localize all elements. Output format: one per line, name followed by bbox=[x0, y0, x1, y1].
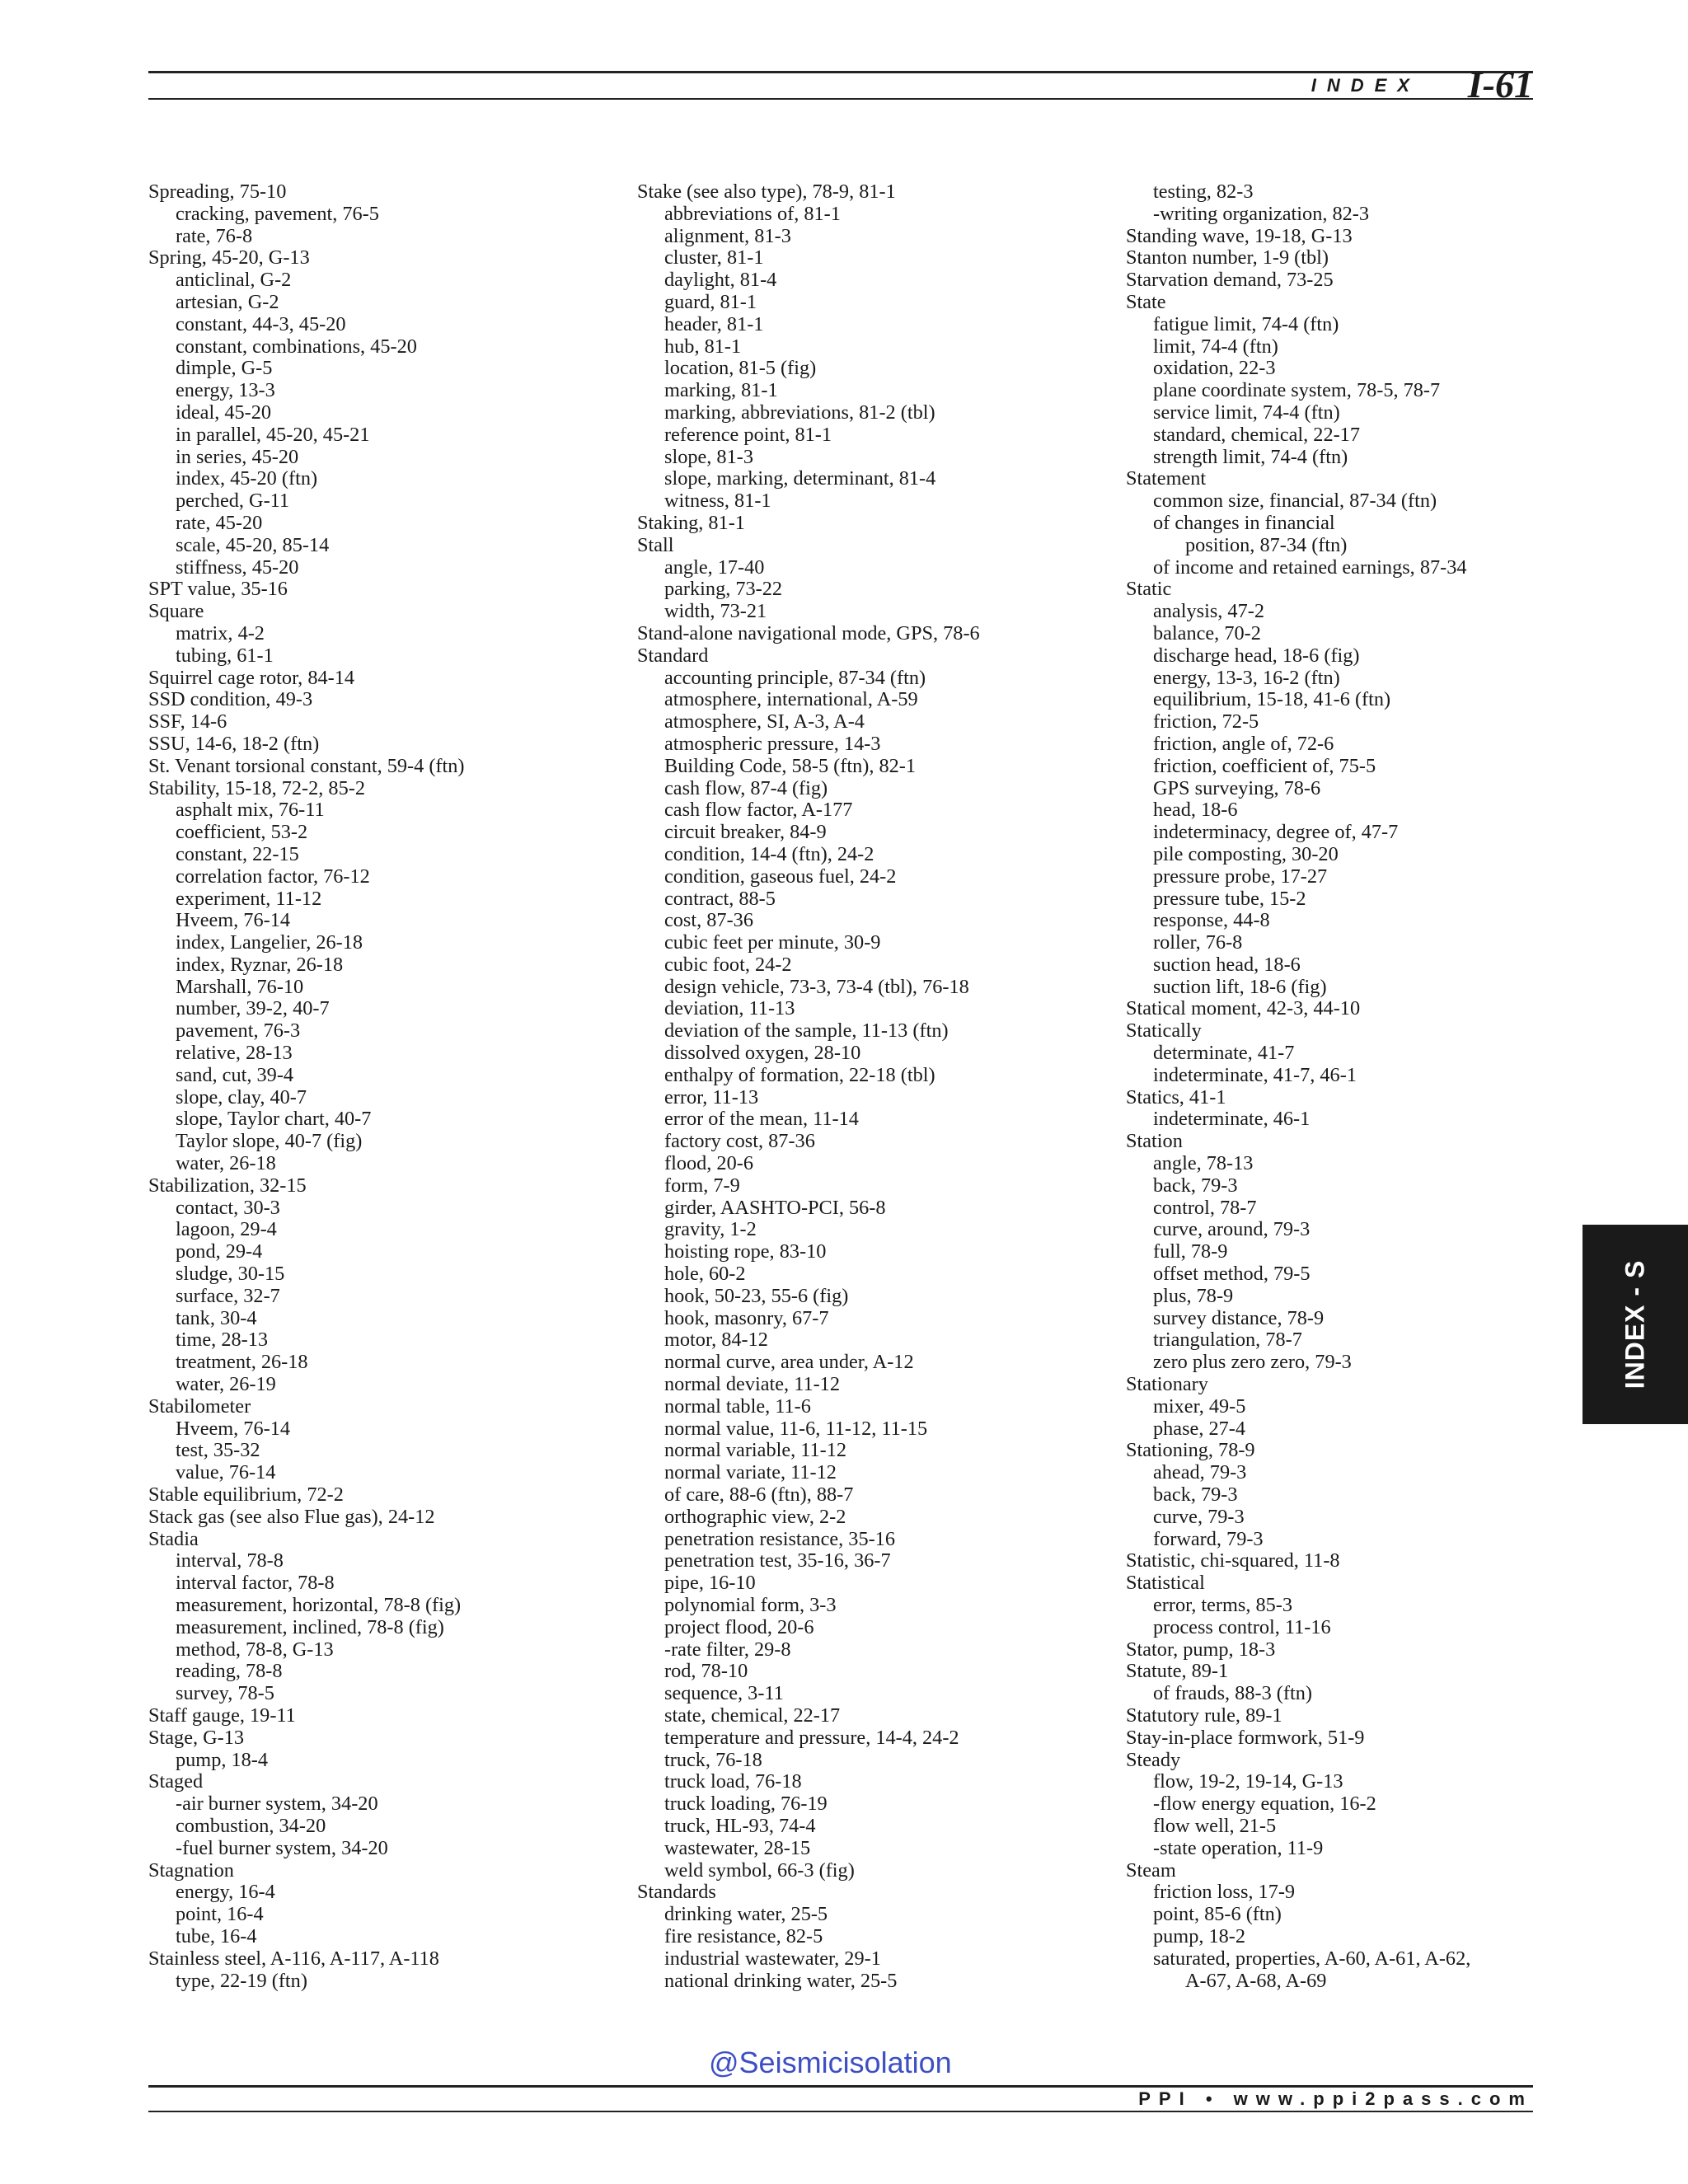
index-subentry: slope, Taylor chart, 40-7 bbox=[176, 1108, 372, 1131]
index-subentry: Building Code, 58-5 (ftn), 82-1 bbox=[664, 754, 917, 777]
index-subentry: anticlinal, G-2 bbox=[176, 269, 292, 292]
index-subentry: marking, 81-1 bbox=[664, 379, 778, 402]
index-subentry: Taylor slope, 40-7 (fig) bbox=[176, 1130, 363, 1153]
index-subentry: rate, 45-20 bbox=[176, 511, 263, 534]
index-subentry: pressure tube, 15-2 bbox=[1153, 887, 1306, 910]
index-subentry: normal variate, 11-12 bbox=[664, 1461, 837, 1484]
index-subentry: analysis, 47-2 bbox=[1153, 600, 1264, 623]
index-subentry: orthographic view, 2-2 bbox=[664, 1505, 846, 1528]
index-subentry: contact, 30-3 bbox=[176, 1196, 280, 1219]
index-subentry: rate, 76-8 bbox=[176, 224, 253, 247]
index-subentry: -flow energy equation, 16-2 bbox=[1153, 1793, 1376, 1816]
index-subentry: cracking, pavement, 76-5 bbox=[176, 202, 379, 225]
index-subentry: experiment, 11-12 bbox=[176, 887, 322, 910]
index-column-2 bbox=[637, 181, 980, 1992]
index-subentry: common size, financial, 87-34 (ftn) bbox=[1153, 490, 1437, 513]
index-subentry: deviation of the sample, 11-13 (ftn) bbox=[664, 1019, 949, 1043]
index-subentry: relative, 28-13 bbox=[176, 1042, 293, 1065]
index-entry: Statical moment, 42-3, 44-10 bbox=[1126, 997, 1361, 1020]
index-subentry: deviation, 11-13 bbox=[664, 997, 795, 1020]
index-subentry: testing, 82-3 bbox=[1153, 180, 1254, 203]
index-subentry: forward, 79-3 bbox=[1153, 1527, 1264, 1550]
index-subentry: value, 76-14 bbox=[176, 1461, 276, 1484]
index-subentry: coefficient, 53-2 bbox=[176, 821, 308, 844]
index-entry: Stack gas (see also Flue gas), 24-12 bbox=[148, 1505, 435, 1528]
index-entry: Statistic, chi-squared, 11-8 bbox=[1126, 1549, 1340, 1572]
index-subentry: sludge, 30-15 bbox=[176, 1263, 285, 1286]
index-subentry: normal curve, area under, A-12 bbox=[664, 1351, 914, 1374]
index-subentry: GPS surveying, 78-6 bbox=[1153, 776, 1321, 799]
index-subentry: perched, G-11 bbox=[176, 490, 290, 513]
index-subentry: -air burner system, 34-20 bbox=[176, 1793, 378, 1816]
index-subentry: truck load, 76-18 bbox=[664, 1770, 802, 1793]
index-subentry: error, terms, 85-3 bbox=[1153, 1594, 1293, 1616]
index-entry: State bbox=[1126, 290, 1166, 313]
index-column-1 bbox=[148, 181, 465, 1992]
index-entry: Staff gauge, 19-11 bbox=[148, 1704, 296, 1727]
index-subentry: friction, coefficient of, 75-5 bbox=[1153, 754, 1376, 777]
index-subentry: constant, 44-3, 45-20 bbox=[176, 312, 346, 335]
index-subentry: back, 79-3 bbox=[1153, 1483, 1238, 1507]
index-subentry: treatment, 26-18 bbox=[176, 1351, 308, 1374]
index-subentry: water, 26-19 bbox=[176, 1373, 276, 1396]
index-subentry: index, Langelier, 26-18 bbox=[176, 931, 363, 954]
index-subentry: measurement, inclined, 78-8 (fig) bbox=[176, 1615, 444, 1638]
index-subentry: back, 79-3 bbox=[1153, 1174, 1238, 1197]
index-subentry: method, 78-8, G-13 bbox=[176, 1638, 334, 1661]
index-entry: SPT value, 35-16 bbox=[148, 578, 288, 601]
index-subentry: limit, 74-4 (ftn) bbox=[1153, 335, 1278, 358]
index-subentry: type, 22-19 (ftn) bbox=[176, 1969, 307, 1992]
index-subentry: number, 39-2, 40-7 bbox=[176, 997, 330, 1020]
page-number: I-61 bbox=[1467, 63, 1533, 105]
index-subentry: factory cost, 87-36 bbox=[664, 1130, 815, 1153]
index-entry: Stainless steel, A-116, A-117, A-118 bbox=[148, 1947, 439, 1970]
index-subentry: pump, 18-2 bbox=[1153, 1924, 1246, 1947]
index-subentry: friction loss, 17-9 bbox=[1153, 1881, 1296, 1904]
index-subentry: balance, 70-2 bbox=[1153, 621, 1261, 644]
publisher-footer: PPI • www.ppi2pass.com bbox=[1138, 2088, 1533, 2109]
index-subentry: tank, 30-4 bbox=[176, 1306, 257, 1329]
index-subentry: interval, 78-8 bbox=[176, 1549, 284, 1572]
index-entry: Standards bbox=[637, 1881, 716, 1904]
index-subentry: angle, 17-40 bbox=[664, 555, 765, 579]
index-subentry: hook, 50-23, 55-6 (fig) bbox=[664, 1284, 849, 1307]
index-subentry: of changes in financial bbox=[1153, 511, 1335, 534]
index-subentry: weld symbol, 66-3 (fig) bbox=[664, 1858, 855, 1882]
index-subentry: header, 81-1 bbox=[664, 312, 764, 335]
index-subentry: index, Ryznar, 26-18 bbox=[176, 953, 344, 976]
index-subentry: surface, 32-7 bbox=[176, 1284, 280, 1307]
index-subentry: oxidation, 22-3 bbox=[1153, 357, 1276, 380]
index-subentry: ideal, 45-20 bbox=[176, 401, 272, 424]
index-subentry: in parallel, 45-20, 45-21 bbox=[176, 423, 370, 446]
index-subentry: of frauds, 88-3 (ftn) bbox=[1153, 1682, 1312, 1705]
index-subentry: penetration test, 35-16, 36-7 bbox=[664, 1549, 891, 1572]
index-subentry: combustion, 34-20 bbox=[176, 1814, 326, 1837]
index-subentry: form, 7-9 bbox=[664, 1174, 740, 1197]
index-entry: Stabilometer bbox=[148, 1394, 251, 1418]
index-entry: St. Venant torsional constant, 59-4 (ftn) bbox=[148, 754, 465, 777]
index-subentry: index, 45-20 (ftn) bbox=[176, 467, 318, 490]
index-subentry: energy, 13-3 bbox=[176, 379, 275, 402]
index-subentry: indeterminacy, degree of, 47-7 bbox=[1153, 821, 1399, 844]
index-subentry: hub, 81-1 bbox=[664, 335, 742, 358]
index-entry: Square bbox=[148, 600, 204, 623]
index-subentry: pressure probe, 17-27 bbox=[1153, 865, 1328, 888]
index-entry: SSU, 14-6, 18-2 (ftn) bbox=[148, 732, 320, 755]
index-subentry: point, 16-4 bbox=[176, 1903, 264, 1926]
index-entry: Stationary bbox=[1126, 1373, 1208, 1396]
index-subentry: condition, 14-4 (ftn), 24-2 bbox=[664, 842, 874, 865]
index-subentry: penetration resistance, 35-16 bbox=[664, 1527, 895, 1550]
index-subentry: plane coordinate system, 78-5, 78-7 bbox=[1153, 379, 1441, 402]
index-entry: Stake (see also type), 78-9, 81-1 bbox=[637, 180, 896, 203]
index-subentry: energy, 13-3, 16-2 (ftn) bbox=[1153, 666, 1340, 689]
index-subentry: truck, 76-18 bbox=[664, 1748, 762, 1771]
index-subentry: standard, chemical, 22-17 bbox=[1153, 423, 1360, 446]
index-subentry: cost, 87-36 bbox=[664, 909, 753, 932]
index-entry: Stanton number, 1-9 (tbl) bbox=[1126, 246, 1329, 269]
index-subentry: state, chemical, 22-17 bbox=[664, 1704, 841, 1727]
index-subentry: temperature and pressure, 14-4, 24-2 bbox=[664, 1726, 959, 1749]
index-subentry: normal variable, 11-12 bbox=[664, 1439, 847, 1462]
index-subentry: cubic foot, 24-2 bbox=[664, 953, 792, 976]
index-entry: Spreading, 75-10 bbox=[148, 180, 287, 203]
index-subentry: ahead, 79-3 bbox=[1153, 1461, 1247, 1484]
index-subentry: Hveem, 76-14 bbox=[176, 1417, 290, 1440]
index-subentry: saturated, properties, A-60, A-61, A-62, bbox=[1153, 1947, 1471, 1970]
index-thumb-tab[interactable] bbox=[1582, 1225, 1688, 1424]
index-subentry: sand, cut, 39-4 bbox=[176, 1063, 294, 1086]
index-subentry: water, 26-18 bbox=[176, 1152, 276, 1175]
index-subentry: matrix, 4-2 bbox=[176, 621, 265, 644]
index-subentry: drinking water, 25-5 bbox=[664, 1903, 828, 1926]
index-subentry: gravity, 1-2 bbox=[664, 1218, 757, 1241]
index-subentry: accounting principle, 87-34 (ftn) bbox=[664, 666, 926, 689]
index-subentry: scale, 45-20, 85-14 bbox=[176, 533, 330, 556]
index-subentry: interval factor, 78-8 bbox=[176, 1572, 335, 1595]
index-subentry: tubing, 61-1 bbox=[176, 644, 274, 667]
index-subentry: wastewater, 28-15 bbox=[664, 1836, 811, 1859]
index-subentry: hook, masonry, 67-7 bbox=[664, 1306, 829, 1329]
index-subentry: cluster, 81-1 bbox=[664, 246, 764, 269]
index-entry: Statute, 89-1 bbox=[1126, 1660, 1229, 1683]
index-entry: Stagnation bbox=[148, 1858, 234, 1882]
index-subentry: national drinking water, 25-5 bbox=[664, 1969, 898, 1992]
index-subentry: discharge head, 18-6 (fig) bbox=[1153, 644, 1360, 667]
index-subentry: determinate, 41-7 bbox=[1153, 1042, 1295, 1065]
index-entry: SSD condition, 49-3 bbox=[148, 688, 313, 711]
index-entry: Stage, G-13 bbox=[148, 1726, 245, 1749]
index-subentry: girder, AASHTO-PCI, 56-8 bbox=[664, 1196, 886, 1219]
index-subentry: curve, around, 79-3 bbox=[1153, 1218, 1311, 1241]
index-subentry: rod, 78-10 bbox=[664, 1660, 748, 1683]
index-subentry: reference point, 81-1 bbox=[664, 423, 832, 446]
index-subentry: Hveem, 76-14 bbox=[176, 909, 290, 932]
index-subentry: -fuel burner system, 34-20 bbox=[176, 1836, 388, 1859]
index-entry: Statistical bbox=[1126, 1572, 1205, 1595]
index-entry: Starvation demand, 73-25 bbox=[1126, 269, 1334, 292]
index-subentry: triangulation, 78-7 bbox=[1153, 1329, 1302, 1352]
index-subentry: phase, 27-4 bbox=[1153, 1417, 1246, 1440]
index-subentry: dissolved oxygen, 28-10 bbox=[664, 1042, 861, 1065]
index-subentry: process control, 11-16 bbox=[1153, 1615, 1331, 1638]
index-subentry: constant, 22-15 bbox=[176, 842, 299, 865]
index-subentry: slope, clay, 40-7 bbox=[176, 1085, 307, 1108]
index-subentry: abbreviations of, 81-1 bbox=[664, 202, 841, 225]
index-subentry: industrial wastewater, 29-1 bbox=[664, 1947, 881, 1970]
index-subentry: atmospheric pressure, 14-3 bbox=[664, 732, 881, 755]
index-entry: Steam bbox=[1126, 1858, 1176, 1882]
index-entry: Stadia bbox=[148, 1527, 199, 1550]
index-subentry: pump, 18-4 bbox=[176, 1748, 269, 1771]
header-rule-bottom bbox=[148, 98, 1533, 100]
index-subentry: constant, combinations, 45-20 bbox=[176, 335, 417, 358]
index-subentry: error of the mean, 11-14 bbox=[664, 1108, 859, 1131]
index-subentry: fatigue limit, 74-4 (ftn) bbox=[1153, 312, 1339, 335]
index-subentry: survey distance, 78-9 bbox=[1153, 1306, 1325, 1329]
index-subentry: sequence, 3-11 bbox=[664, 1682, 784, 1705]
index-subentry: in series, 45-20 bbox=[176, 445, 299, 468]
index-subentry: strength limit, 74-4 (ftn) bbox=[1153, 445, 1348, 468]
index-subentry: friction, angle of, 72-6 bbox=[1153, 732, 1334, 755]
index-subentry: -state operation, 11-9 bbox=[1153, 1836, 1324, 1859]
index-entry: Standing wave, 19-18, G-13 bbox=[1126, 224, 1353, 247]
index-subentry: time, 28-13 bbox=[176, 1329, 269, 1352]
index-entry: Station bbox=[1126, 1130, 1183, 1153]
index-subentry: design vehicle, 73-3, 73-4 (tbl), 76-18 bbox=[664, 975, 969, 998]
index-entry: Spring, 45-20, G-13 bbox=[148, 246, 310, 269]
index-subentry: Marshall, 76-10 bbox=[176, 975, 304, 998]
index-subentry: control, 78-7 bbox=[1153, 1196, 1257, 1219]
index-entry: Staged bbox=[148, 1770, 204, 1793]
index-subentry: width, 73-21 bbox=[664, 600, 767, 623]
index-entry: Statics, 41-1 bbox=[1126, 1085, 1226, 1108]
running-head-section: INDEX bbox=[1311, 75, 1420, 96]
index-entry: SSF, 14-6 bbox=[148, 710, 227, 733]
index-subentry: alignment, 81-3 bbox=[664, 224, 791, 247]
index-subentry: of care, 88-6 (ftn), 88-7 bbox=[664, 1483, 854, 1507]
index-subentry: -rate filter, 29-8 bbox=[664, 1638, 791, 1661]
index-subentry: tube, 16-4 bbox=[176, 1924, 257, 1947]
index-subentry: polynomial form, 3-3 bbox=[664, 1594, 837, 1616]
index-subentry: slope, marking, determinant, 81-4 bbox=[664, 467, 936, 490]
index-subentry: flood, 20-6 bbox=[664, 1152, 753, 1175]
index-subentry: hole, 60-2 bbox=[664, 1263, 746, 1286]
index-subentry: location, 81-5 (fig) bbox=[664, 357, 817, 380]
index-entry: Stall bbox=[637, 533, 674, 556]
index-subentry: suction head, 18-6 bbox=[1153, 953, 1301, 976]
index-subentry: truck, HL-93, 74-4 bbox=[664, 1814, 816, 1837]
index-subentry: reading, 78-8 bbox=[176, 1660, 283, 1683]
index-entry: Stand-alone navigational mode, GPS, 78-6 bbox=[637, 621, 980, 644]
index-subentry: full, 78-9 bbox=[1153, 1240, 1228, 1263]
index-subentry: witness, 81-1 bbox=[664, 490, 771, 513]
index-subentry: equilibrium, 15-18, 41-6 (ftn) bbox=[1153, 688, 1391, 711]
index-subentry: cash flow, 87-4 (fig) bbox=[664, 776, 828, 799]
index-column-3 bbox=[1126, 181, 1470, 1992]
index-subentry: slope, 81-3 bbox=[664, 445, 753, 468]
index-entry: Statically bbox=[1126, 1019, 1202, 1043]
index-subentry: -writing organization, 82-3 bbox=[1153, 202, 1370, 225]
index-subentry: measurement, horizontal, 78-8 (fig) bbox=[176, 1594, 462, 1616]
index-entry: Standard bbox=[637, 644, 709, 667]
index-subentry: point, 85-6 (ftn) bbox=[1153, 1903, 1282, 1926]
index-subentry: survey, 78-5 bbox=[176, 1682, 274, 1705]
index-subentry: truck loading, 76-19 bbox=[664, 1793, 828, 1816]
index-subentry: circuit breaker, 84-9 bbox=[664, 821, 827, 844]
index-subentry: guard, 81-1 bbox=[664, 290, 757, 313]
index-subentry: project flood, 20-6 bbox=[664, 1615, 814, 1638]
index-subentry: plus, 78-9 bbox=[1153, 1284, 1234, 1307]
index-subentry: asphalt mix, 76-11 bbox=[176, 799, 325, 822]
index-subentry: artesian, G-2 bbox=[176, 290, 279, 313]
index-entry: Stay-in-place formwork, 51-9 bbox=[1126, 1726, 1365, 1749]
index-subentry: cash flow factor, A-177 bbox=[664, 799, 853, 822]
index-subentry: head, 18-6 bbox=[1153, 799, 1238, 822]
index-subentry: flow, 19-2, 19-14, G-13 bbox=[1153, 1770, 1343, 1793]
index-subentry: daylight, 81-4 bbox=[664, 269, 777, 292]
index-entry: Staking, 81-1 bbox=[637, 511, 745, 534]
index-subentry: mixer, 49-5 bbox=[1153, 1394, 1246, 1418]
index-subentry: suction lift, 18-6 (fig) bbox=[1153, 975, 1327, 998]
index-subentry: atmosphere, international, A-59 bbox=[664, 688, 918, 711]
index-subentry: pipe, 16-10 bbox=[664, 1572, 756, 1595]
index-subentry: stiffness, 45-20 bbox=[176, 555, 299, 579]
index-subentry: curve, 79-3 bbox=[1153, 1505, 1245, 1528]
index-entry: Statutory rule, 89-1 bbox=[1126, 1704, 1282, 1727]
index-subentry: test, 35-32 bbox=[176, 1439, 260, 1462]
index-entry: Statement bbox=[1126, 467, 1207, 490]
index-subentry: condition, gaseous fuel, 24-2 bbox=[664, 865, 897, 888]
index-subentry: zero plus zero zero, 79-3 bbox=[1153, 1351, 1352, 1374]
index-subentry: normal value, 11-6, 11-12, 11-15 bbox=[664, 1417, 928, 1440]
index-entry: Stator, pump, 18-3 bbox=[1126, 1638, 1276, 1661]
index-subentry: pile composting, 30-20 bbox=[1153, 842, 1339, 865]
index-subentry: error, 11-13 bbox=[664, 1085, 759, 1108]
index-entry: Stability, 15-18, 72-2, 85-2 bbox=[148, 776, 365, 799]
index-subentry: energy, 16-4 bbox=[176, 1881, 275, 1904]
index-subentry: offset method, 79-5 bbox=[1153, 1263, 1311, 1286]
index-subentry: enthalpy of formation, 22-18 (tbl) bbox=[664, 1063, 935, 1086]
index-subentry: position, 87-34 (ftn) bbox=[1185, 533, 1348, 556]
index-subentry: normal deviate, 11-12 bbox=[664, 1373, 840, 1396]
index-subentry: motor, 84-12 bbox=[664, 1329, 768, 1352]
index-subentry: response, 44-8 bbox=[1153, 909, 1270, 932]
index-subentry: atmosphere, SI, A-3, A-4 bbox=[664, 710, 865, 733]
index-subentry: contract, 88-5 bbox=[664, 887, 776, 910]
index-subentry: of income and retained earnings, 87-34 bbox=[1153, 555, 1467, 579]
watermark: @Seismicisolation bbox=[709, 2046, 952, 2079]
index-subentry: pond, 29-4 bbox=[176, 1240, 263, 1263]
thumb-tab-label: INDEX - S bbox=[1620, 1259, 1650, 1390]
index-subentry: lagoon, 29-4 bbox=[176, 1218, 277, 1241]
index-subentry: dimple, G-5 bbox=[176, 357, 273, 380]
index-subentry: marking, abbreviations, 81-2 (tbl) bbox=[664, 401, 935, 424]
index-subentry: roller, 76-8 bbox=[1153, 931, 1243, 954]
index-subentry: A-67, A-68, A-69 bbox=[1185, 1969, 1327, 1992]
index-entry: Steady bbox=[1126, 1748, 1181, 1771]
index-subentry: parking, 73-22 bbox=[664, 578, 783, 601]
index-subentry: normal table, 11-6 bbox=[664, 1394, 811, 1418]
index-subentry: hoisting rope, 83-10 bbox=[664, 1240, 827, 1263]
index-entry: Static bbox=[1126, 578, 1172, 601]
index-subentry: pavement, 76-3 bbox=[176, 1019, 301, 1043]
index-entry: Stabilization, 32-15 bbox=[148, 1174, 307, 1197]
footer-rule-bottom bbox=[148, 2111, 1533, 2112]
index-subentry: cubic feet per minute, 30-9 bbox=[664, 931, 881, 954]
index-entry: Stationing, 78-9 bbox=[1126, 1439, 1255, 1462]
index-subentry: indeterminate, 41-7, 46-1 bbox=[1153, 1063, 1357, 1086]
index-subentry: flow well, 21-5 bbox=[1153, 1814, 1277, 1837]
index-entry: Squirrel cage rotor, 84-14 bbox=[148, 666, 355, 689]
index-subentry: indeterminate, 46-1 bbox=[1153, 1108, 1311, 1131]
index-entry: Stable equilibrium, 72-2 bbox=[148, 1483, 344, 1507]
index-subentry: service limit, 74-4 (ftn) bbox=[1153, 401, 1340, 424]
index-subentry: friction, 72-5 bbox=[1153, 710, 1259, 733]
index-subentry: angle, 78-13 bbox=[1153, 1152, 1254, 1175]
index-subentry: correlation factor, 76-12 bbox=[176, 865, 370, 888]
index-subentry: fire resistance, 82-5 bbox=[664, 1924, 823, 1947]
